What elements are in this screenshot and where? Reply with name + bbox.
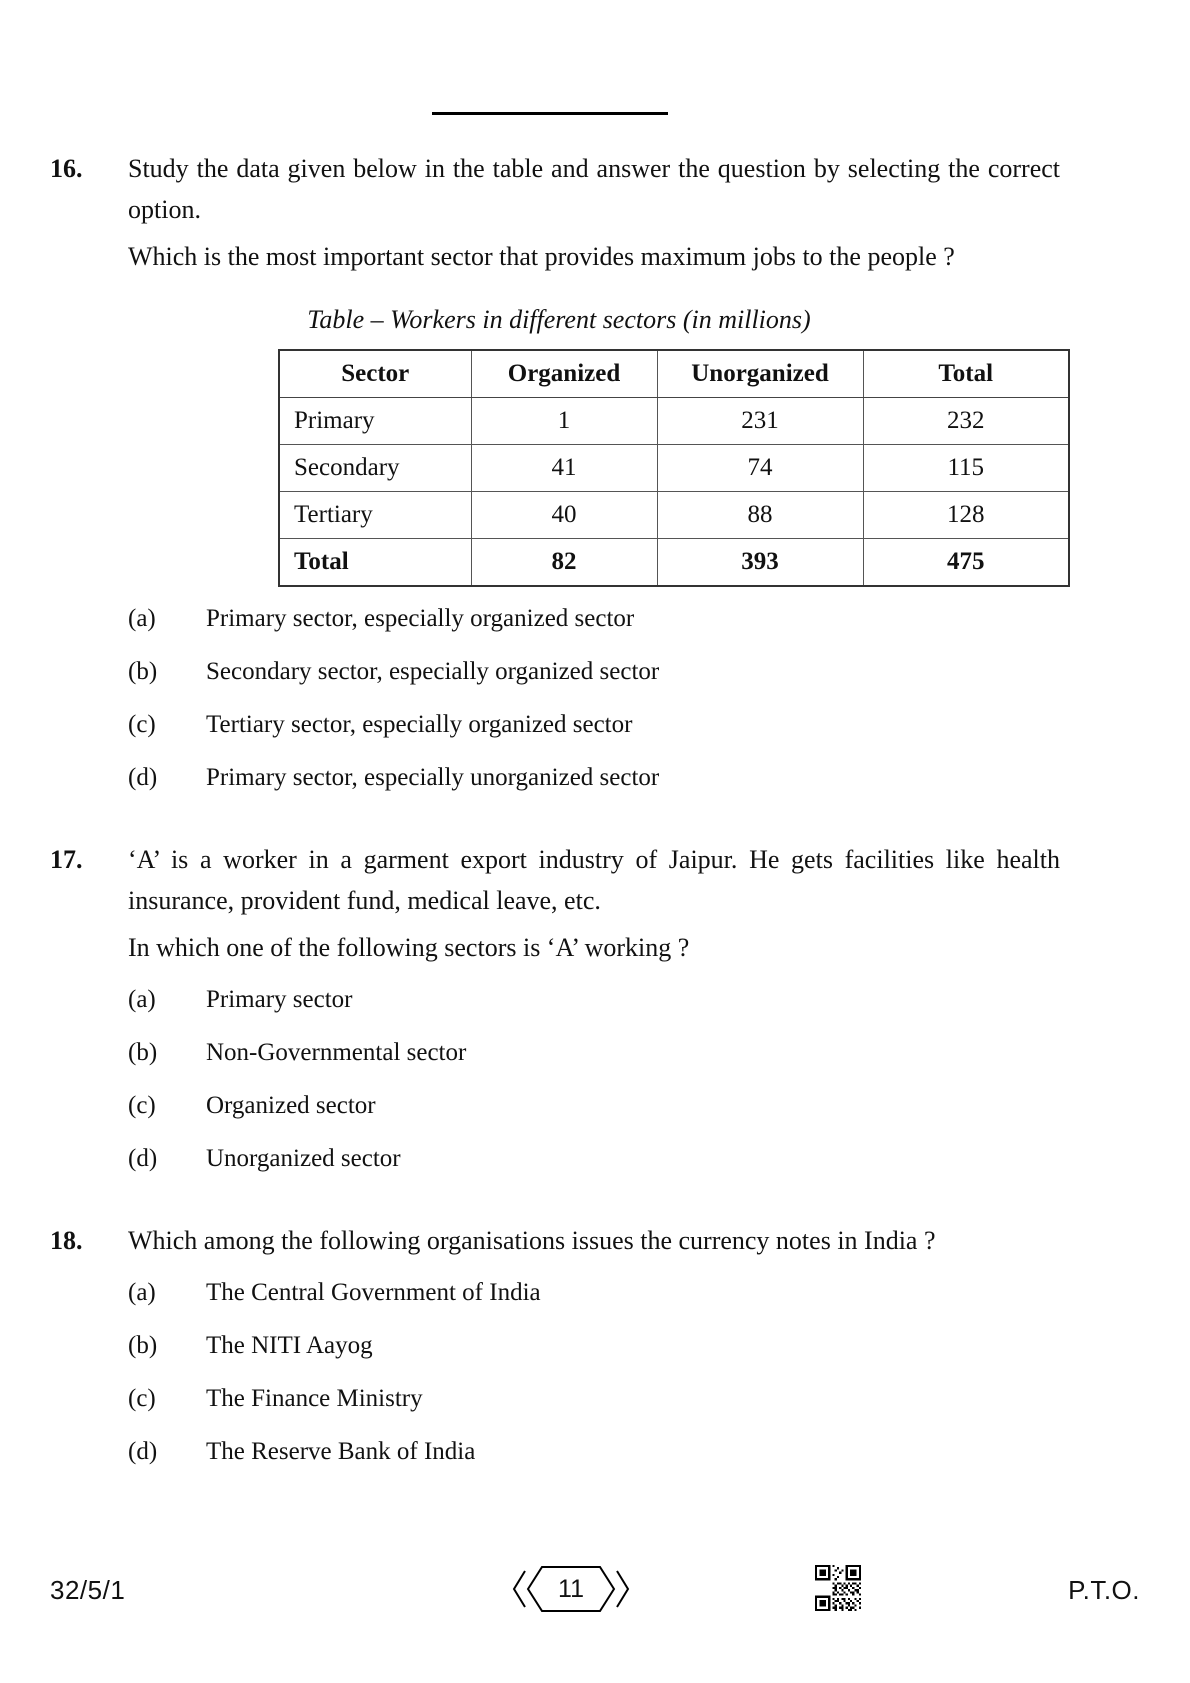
option-label: Organized sector xyxy=(206,1092,376,1119)
cell-total: 232 xyxy=(863,398,1069,445)
option-17-c[interactable] xyxy=(128,1090,1060,1122)
question-16-line-2: Which is the most important sector that provides maximum jobs to the people ? xyxy=(128,242,955,271)
workers-table xyxy=(278,349,1070,587)
column-header-sector: Sector xyxy=(279,350,471,398)
option-16-a[interactable] xyxy=(128,603,1060,635)
question-16-line-1: Study the data given below in the table and answer the question by selecting the correct option. xyxy=(128,154,1060,224)
question-17-number: 17. xyxy=(50,845,83,874)
cell-total-total: 475 xyxy=(863,539,1069,587)
option-16-d[interactable] xyxy=(128,762,1060,794)
table-row xyxy=(279,398,1069,445)
question-17 xyxy=(50,839,1060,1175)
option-key: (c) xyxy=(128,1385,156,1412)
option-label: The Finance Ministry xyxy=(206,1385,423,1412)
option-18-a[interactable] xyxy=(128,1277,1060,1309)
workers-table-wrapper xyxy=(128,303,1060,587)
option-key: (a) xyxy=(128,1279,156,1306)
option-key: (c) xyxy=(128,711,156,738)
paper-code: 32/5/1 xyxy=(50,1575,126,1605)
option-key: (b) xyxy=(128,658,158,685)
option-key: (a) xyxy=(128,986,156,1013)
option-label: The NITI Aayog xyxy=(206,1332,373,1359)
cell-organized: 40 xyxy=(471,492,657,539)
column-header-organized: Organized xyxy=(471,350,657,398)
table-total-row xyxy=(279,539,1069,587)
cell-total-organized: 82 xyxy=(471,539,657,587)
question-18-body xyxy=(128,1220,1060,1468)
question-17-options xyxy=(128,984,1060,1175)
cell-unorganized: 231 xyxy=(657,398,863,445)
column-header-unorganized: Unorganized xyxy=(657,350,863,398)
option-key: (b) xyxy=(128,1039,158,1066)
spacer-after-question-16 xyxy=(50,815,1060,839)
questions-container xyxy=(50,148,1060,1489)
option-key: (b) xyxy=(128,1332,158,1359)
option-17-a[interactable] xyxy=(128,984,1060,1016)
cell-unorganized: 88 xyxy=(657,492,863,539)
option-18-b[interactable] xyxy=(128,1330,1060,1362)
option-label: The Central Government of India xyxy=(206,1279,541,1306)
option-label: Tertiary sector, especially organized sector xyxy=(206,711,633,738)
question-16-options xyxy=(128,603,1060,794)
cell-organized: 41 xyxy=(471,445,657,492)
option-16-c[interactable] xyxy=(128,709,1060,741)
option-key: (a) xyxy=(128,605,156,632)
question-16-body xyxy=(128,148,1060,794)
cell-total: 128 xyxy=(863,492,1069,539)
question-17-line-1: ‘A’ is a worker in a garment export industry of Jaipur. He gets facilities like health insurance, provident fund, medical leave, etc. xyxy=(128,845,1060,915)
question-16-number: 16. xyxy=(50,154,83,183)
spacer-after-question-17 xyxy=(50,1196,1060,1220)
cell-sector: Secondary xyxy=(279,445,471,492)
header-rule xyxy=(432,112,668,115)
cell-total-unorganized: 393 xyxy=(657,539,863,587)
option-label: Primary sector xyxy=(206,986,353,1013)
workers-table-caption: Table – Workers in different sectors (in millions) xyxy=(307,305,811,334)
option-label: Secondary sector, especially organized sector xyxy=(206,658,660,685)
page-number: 11 xyxy=(558,1575,584,1603)
question-16 xyxy=(50,148,1060,794)
question-18-number: 18. xyxy=(50,1226,83,1255)
qr-code-icon xyxy=(815,1565,861,1611)
page-number-badge xyxy=(512,1563,630,1615)
option-label: Primary sector, especially organized sector xyxy=(206,605,635,632)
cell-total: 115 xyxy=(863,445,1069,492)
cell-organized: 1 xyxy=(471,398,657,445)
cell-sector: Primary xyxy=(279,398,471,445)
cell-sector: Tertiary xyxy=(279,492,471,539)
option-18-c[interactable] xyxy=(128,1383,1060,1415)
pto-note: P.T.O. xyxy=(1068,1575,1140,1605)
option-17-d[interactable] xyxy=(128,1143,1060,1175)
option-label: The Reserve Bank of India xyxy=(206,1438,476,1465)
question-17-line-2: In which one of the following sectors is ‘A’ working ? xyxy=(128,933,690,962)
question-17-body xyxy=(128,839,1060,1175)
option-label: Unorganized sector xyxy=(206,1145,401,1172)
option-16-b[interactable] xyxy=(128,656,1060,688)
option-label: Non-Governmental sector xyxy=(206,1039,467,1066)
question-18-line-1: Which among the following organisations issues the currency notes in India ? xyxy=(128,1226,936,1255)
cell-total-label: Total xyxy=(279,539,471,587)
column-header-total: Total xyxy=(863,350,1069,398)
option-17-b[interactable] xyxy=(128,1037,1060,1069)
option-18-d[interactable] xyxy=(128,1436,1060,1468)
table-row xyxy=(279,492,1069,539)
option-key: (d) xyxy=(128,764,158,791)
table-header-row xyxy=(279,350,1069,398)
question-18 xyxy=(50,1220,1060,1468)
option-key: (d) xyxy=(128,1438,158,1465)
option-key: (c) xyxy=(128,1092,156,1119)
cell-unorganized: 74 xyxy=(657,445,863,492)
option-key: (d) xyxy=(128,1145,158,1172)
page-footer xyxy=(50,1563,1140,1623)
question-18-options xyxy=(128,1277,1060,1468)
option-label: Primary sector, especially unorganized sector xyxy=(206,764,660,791)
table-row xyxy=(279,445,1069,492)
